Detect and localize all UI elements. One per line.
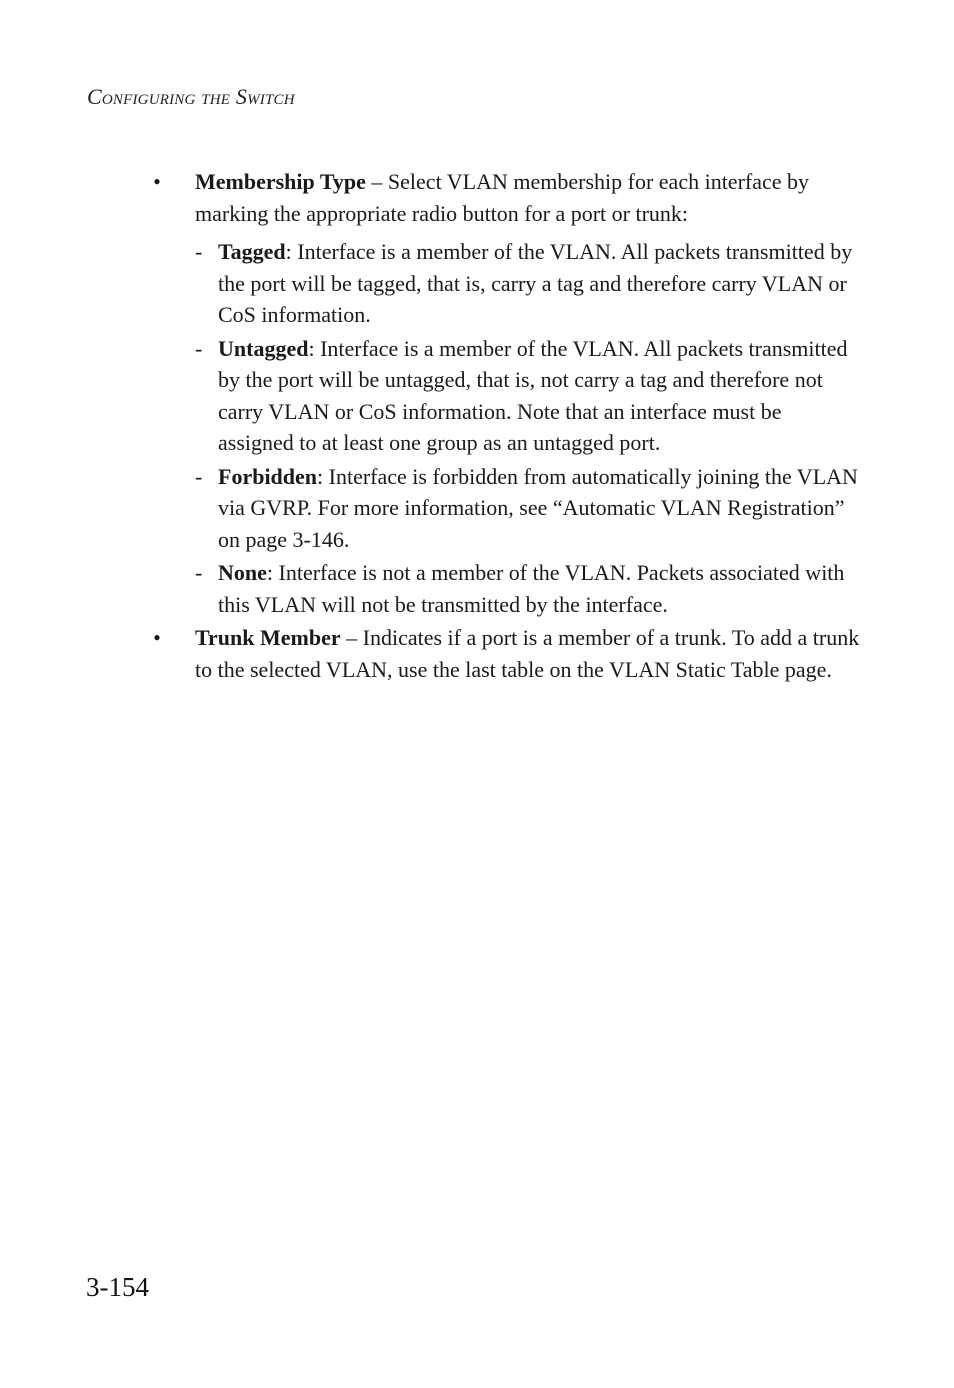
sub-item-none <box>195 557 860 620</box>
term-membership-type: Membership Type <box>195 169 366 194</box>
description-untagged: : Interface is a member of the VLAN. All packets transmitted by the port will be untagged, that is, not carry a tag and therefore not carry VLAN or CoS information. Note that an interface must be assigned to at least one group as an untagged port. <box>218 335 848 455</box>
description-tagged: : Interface is a member of the VLAN. All packets transmitted by the port will be tagged, that is, carry a tag and therefore carry VLAN or CoS information. <box>218 239 853 327</box>
sub-list-membership-types <box>195 236 860 620</box>
term-none: None <box>218 560 267 585</box>
bullet-item-trunk-member <box>150 622 860 685</box>
page-number: 3-154 <box>86 1272 149 1302</box>
dash-marker: - <box>195 560 203 585</box>
description-none: : Interface is not a member of the VLAN. Packets associated with this VLAN will not be transmitted by the interface. <box>218 560 845 617</box>
bullet-marker: • <box>153 169 161 194</box>
sub-item-untagged <box>195 333 860 459</box>
dash-marker: - <box>195 335 203 361</box>
bullet-item-membership-type <box>150 166 860 620</box>
description-membership-type: – Select VLAN membership for each interface by marking the appropriate radio button for a port or trunk: <box>195 169 810 226</box>
term-trunk-member: Trunk Member <box>195 625 341 650</box>
dash-marker: - <box>195 463 203 489</box>
sub-item-forbidden <box>195 461 860 556</box>
running-header: Configuring the Switch <box>87 84 295 109</box>
bullet-marker: • <box>153 625 161 650</box>
sub-item-tagged <box>195 236 860 331</box>
bullet-list <box>150 166 860 685</box>
term-forbidden: Forbidden <box>218 463 318 489</box>
dash-marker: - <box>195 239 203 264</box>
description-trunk-member: – Indicates if a port is a member of a trunk. To add a trunk to the selected VLAN, use the last table on the VLAN Static Table page. <box>195 625 860 682</box>
term-untagged: Untagged <box>218 335 309 361</box>
description-forbidden: : Interface is forbidden from automatically joining the VLAN via GVRP. For more information, see “Automatic VLAN Registration” on page 3-146. <box>218 463 858 552</box>
term-tagged: Tagged <box>218 239 286 264</box>
